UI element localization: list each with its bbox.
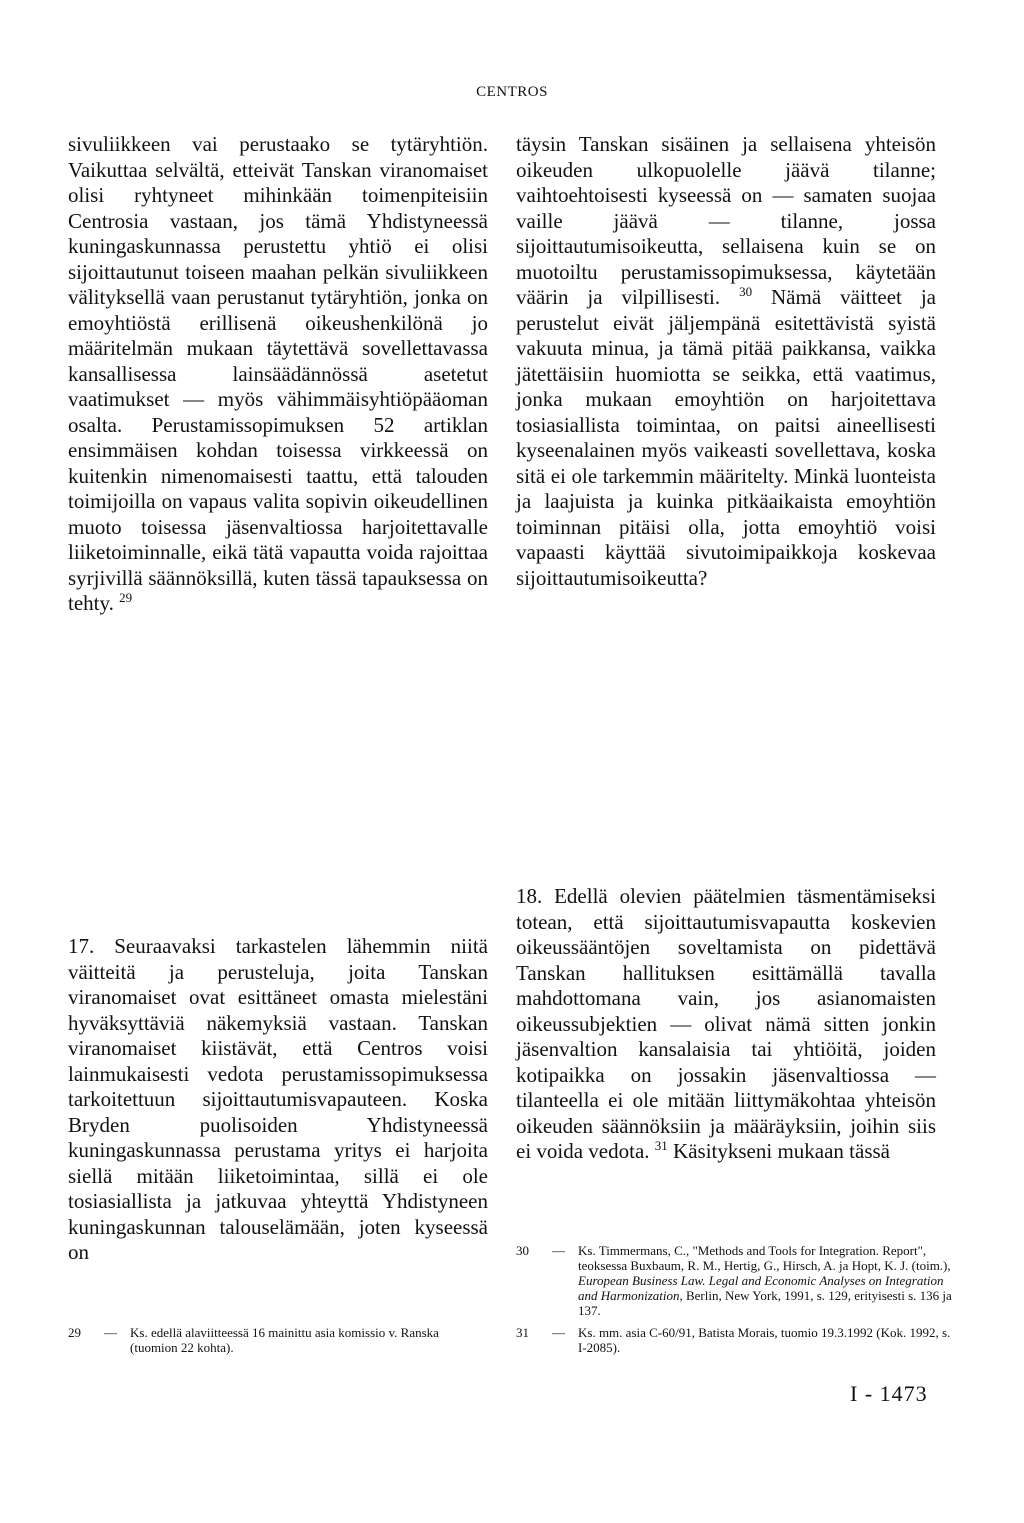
page-number: I - 1473 bbox=[850, 1381, 928, 1406]
footnote-text: Ks. mm. asia C-60/91, Batista Morais, tuomio 19.3.1992 (Kok. 1992, s. I-2085). bbox=[578, 1325, 951, 1355]
footnote-book-title: European Business Law. Legal and Economic Analyses on Integration and Harmonization bbox=[578, 1273, 944, 1303]
paragraph-text: sivuliikkeen vai perustaako se tytäryhtiön. Vaikuttaa selvältä, etteivät Tanskan viranomaiset olisi ryhtyneet mihinkään toimenpiteisiin Centrosia vastaan, jos tämä Yhdistyneessä kuningaskunnassa perustettu yhtiö ei olisi sijoittautunut toiseen maahan pelkän sivuliikkeen välityksellä vaan perustanut tytäryhtiön, jonka on emoyhtiöstä erillisenä oikeushenkilönä jo määritelmän mukaan täytettävä sovellettavassa kansallisessa lainsäädännössä asetetut vaatimukset — myös vähimmäisyhtiöpääoman osalta. Perustamissopimuksen 52 artiklan ensimmäisen kohdan toisessa virkkeessä on kuitenkin nimenomaisesti taattu, että talouden toimijoilla on vapaus valita sopivin oikeudellinen muoto toisessa jäsenvaltiossa harjoitettavalle liiketoiminnalle, eikä tätä vapautta voida rajoittaa syrjivillä säännöksillä, kuten tässä tapauksessa on tehty. bbox=[68, 132, 488, 615]
paragraph-continued-left bbox=[68, 132, 488, 617]
footnote-29 bbox=[68, 1325, 488, 1355]
footnote-30 bbox=[516, 1243, 956, 1318]
paragraph-18 bbox=[516, 884, 936, 1165]
footnote-31 bbox=[516, 1325, 956, 1355]
footnote-number: 31 bbox=[516, 1325, 529, 1340]
paragraph-text: 17. Seuraavaksi tarkastelen lähemmin niitä väitteitä ja perusteluja, joita Tanskan viranomaiset ovat esittäneet omasta mielestäni hyväksyttäviä näkemyksiä vastaan. Tanskan viranomaiset kiistävät, että Centros voisi lainmukaisesti vedota perustamissopimuksessa tarkoitettuun sijoittautumisvapauteen. Koska Bryden puolisoiden Yhdistyneessä kuningaskunnassa perustama yritys ei harjoita siellä mitään liiketoimintaa, sillä ei ole tosiasiallista ja jatkuvaa yhteyttä Yhdistyneen kuningaskunnan talouselämään, joten kyseessä on bbox=[68, 934, 488, 1264]
paragraph-text: Nämä väitteet ja perustelut eivät jäljempänä esitettävistä syistä vakuuta minua, ja tämä pitää paikkansa, vaikka jätettäisiin huomiotta se seikka, että vaatimus, jonka mukaan emoyhtiön on harjoitettava tosiasiallista toimintaa, on paitsi aineellisesti kyseenalainen myös vaikeasti sovellettava, koska sitä ei ole tarkemmin määritelty. Minkä luonteista ja laajuista ja kuinka pitkäaikaista emoyhtiön toiminnan pitäisi olla, jotta emoyhtiö voisi vapaasti käyttää sivutoimipaikkoja koskevaa sijoittautumisoikeutta? bbox=[516, 285, 936, 590]
footnote-ref-29[interactable]: 29 bbox=[119, 590, 133, 605]
running-header: CENTROS bbox=[476, 84, 548, 100]
left-column-top bbox=[68, 132, 488, 617]
paragraph-17 bbox=[68, 934, 488, 1266]
right-column-top bbox=[516, 132, 936, 591]
paragraph-continued-right bbox=[516, 132, 936, 591]
footnote-text-part: Ks. Timmermans, C., "Methods and Tools for Integration. Report", teoksessa Buxbaum, R. M., Hertig, G., Hirsch, A. ja Hopt, K. J. (toim.), bbox=[578, 1243, 951, 1273]
footnote-number: 29 bbox=[68, 1325, 81, 1340]
footnote-number: 30 bbox=[516, 1243, 529, 1258]
footnote-dash: — bbox=[552, 1325, 565, 1340]
footnote-text-part: , Berlin, New York, 1991, s. 129, erityisesti s. 136 ja 137. bbox=[578, 1288, 952, 1318]
footnote-text bbox=[578, 1243, 956, 1318]
footnote-ref-31[interactable]: 31 bbox=[654, 1138, 668, 1153]
footnote-ref-30[interactable]: 30 bbox=[739, 284, 753, 299]
paragraph-text: täysin Tanskan sisäinen ja sellaisena yhteisön oikeuden ulkopuolelle jäävä tilanne; vaihtoehtoisesti kyseessä on — samaten suojaa vaille jäävä — tilanne, jossa sijoittautumisoikeutta, sellaisena kuin se on muotoiltu perustamissopimuksessa, käytetään väärin ja vilpillisesti. bbox=[516, 132, 936, 309]
footnote-dash: — bbox=[104, 1325, 117, 1340]
paragraph-text: 18. Edellä olevien päätelmien täsmentämiseksi totean, että sijoittautumisvapautta koskevien oikeussääntöjen soveltamista on pidettävä Tanskan hallituksen esittämällä tavalla mahdottomana vain, jos asianomaisten oikeussubjektien — olivat nämä sitten jonkin jäsenvaltion kansalaisia tai yhtiöitä, joiden kotipaikka on jossakin jäsenvaltiossa — tilanteella ei ole mitään liittymäkohtaa yhteisön oikeuden säännöksiin ja määräyksiin, joihin siis ei voida vedota. bbox=[516, 884, 936, 1163]
paragraph-body bbox=[516, 884, 936, 1165]
paragraph-text: Käsitykseni mukaan tässä bbox=[667, 1139, 890, 1163]
footnote-dash: — bbox=[552, 1243, 565, 1258]
footnote-text: Ks. edellä alaviitteessä 16 mainittu asia komissio v. Ranska (tuomion 22 kohta). bbox=[130, 1325, 439, 1355]
